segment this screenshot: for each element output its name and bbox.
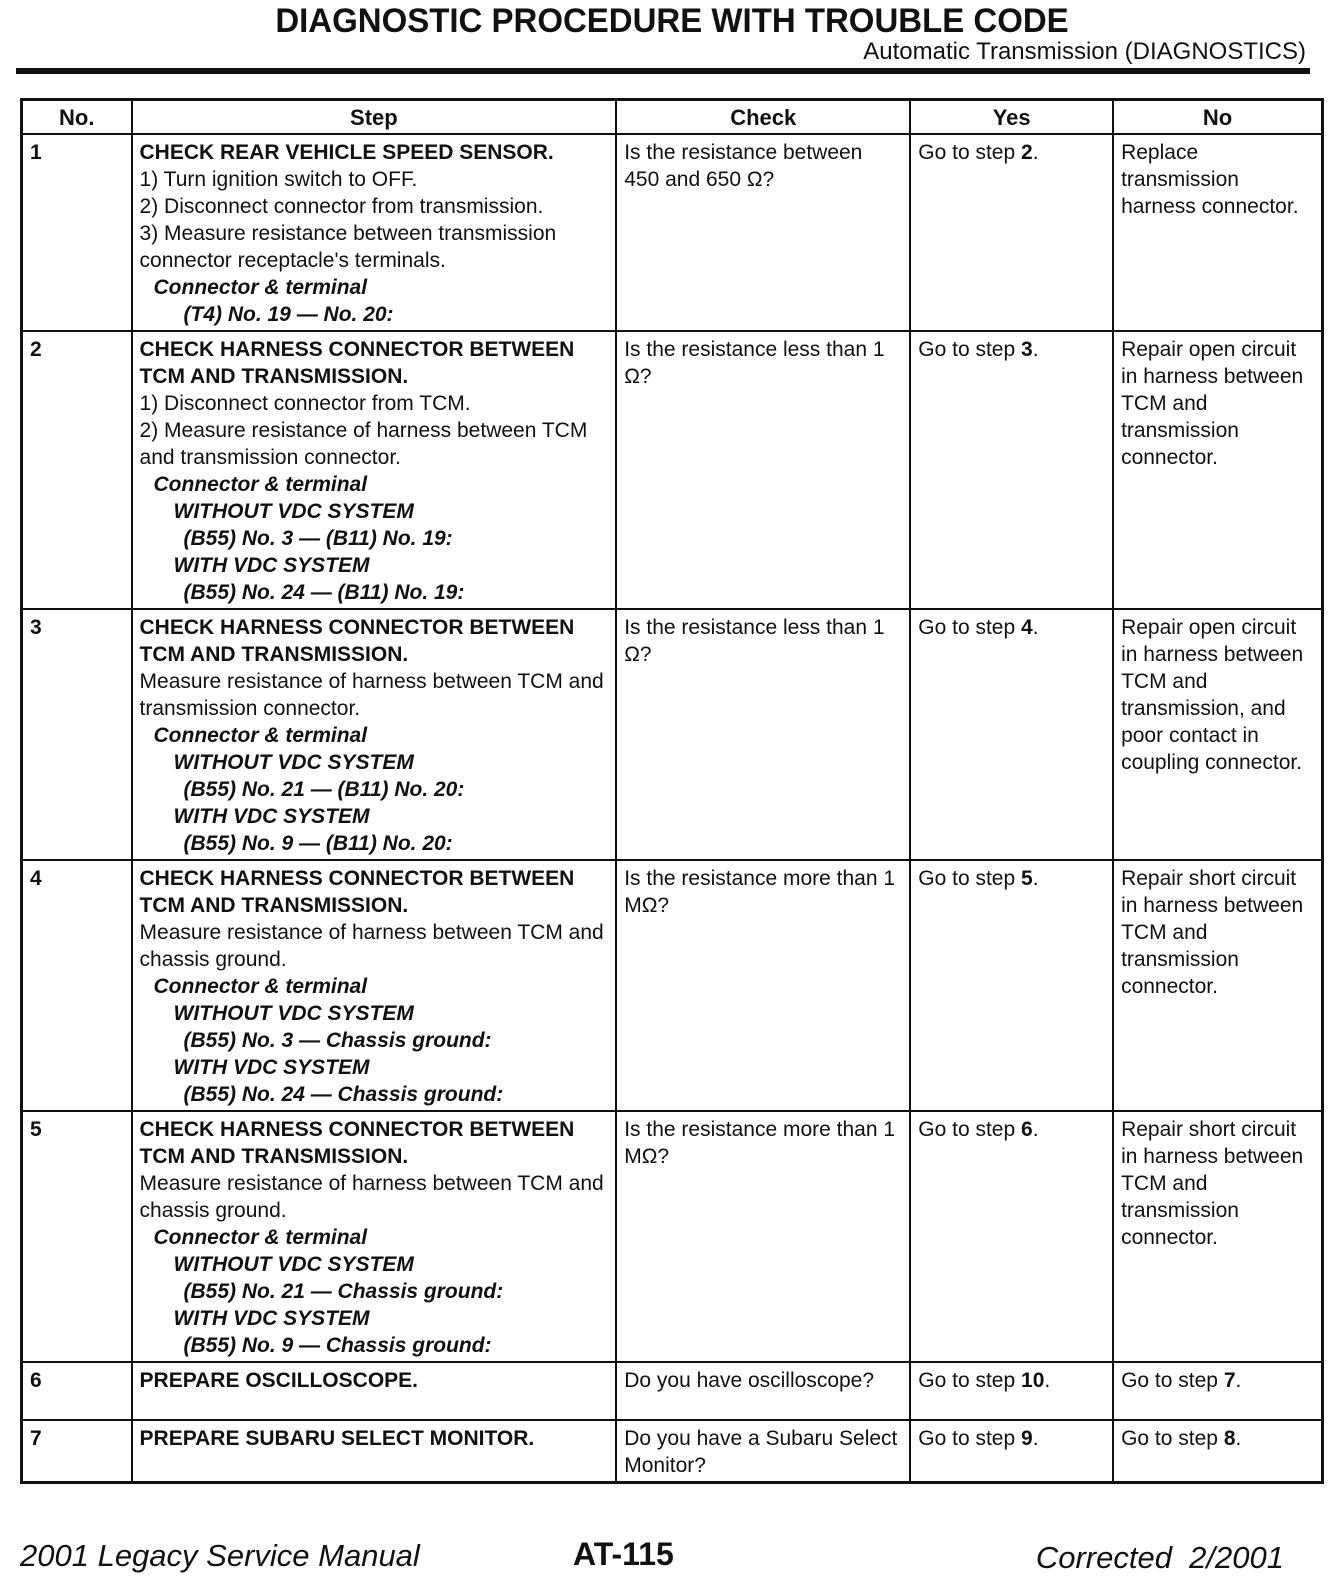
check-question: Is the resistance between 450 and 650 Ω? bbox=[624, 141, 863, 191]
connector-terminal-line: (B55) No. 3 — Chassis ground: bbox=[183, 1029, 492, 1052]
step-number-cell bbox=[22, 331, 132, 609]
connector-terminal-line: (T4) No. 19 — No. 20: bbox=[183, 303, 394, 326]
connector-terminal-line: (B55) No. 24 — (B11) No. 19: bbox=[183, 581, 465, 604]
check-question: Is the resistance more than 1 MΩ? bbox=[624, 1118, 896, 1168]
yes-suffix: . bbox=[1032, 616, 1039, 639]
yes-suffix: . bbox=[1032, 141, 1039, 164]
check-cell bbox=[616, 860, 910, 1111]
step-cell bbox=[132, 134, 617, 331]
page-title: DIAGNOSTIC PROCEDURE WITH TROUBLE CODE bbox=[275, 2, 1069, 40]
yes-suffix: . bbox=[1032, 1427, 1039, 1450]
no-action: Repair open circuit in harness between TCM and transmission connector. bbox=[1121, 338, 1304, 469]
step-number-cell bbox=[22, 609, 132, 860]
yes-prefix: Go to step bbox=[918, 1427, 1022, 1450]
yes-cell bbox=[910, 1111, 1113, 1362]
no-cell bbox=[1113, 609, 1322, 860]
no-cell bbox=[1113, 1420, 1322, 1483]
step-instruction: 3) Measure resistance between transmission connector receptacle's terminals. bbox=[139, 222, 557, 272]
step-instruction: 1) Turn ignition switch to OFF. bbox=[139, 168, 418, 191]
yes-cell bbox=[910, 860, 1113, 1111]
no-action: Repair open circuit in harness between TCM and transmission, and poor contact in coupling connector. bbox=[1121, 616, 1304, 774]
no-step-ref: 7 bbox=[1223, 1369, 1236, 1392]
column-header-no-answer: No bbox=[1113, 100, 1322, 135]
no-cell bbox=[1113, 860, 1322, 1111]
no-prefix: Go to step bbox=[1121, 1369, 1224, 1392]
connector-terminal-line: WITHOUT VDC SYSTEM bbox=[173, 751, 414, 774]
yes-cell bbox=[910, 609, 1113, 860]
no-cell bbox=[1113, 1111, 1322, 1362]
check-cell bbox=[616, 1420, 910, 1483]
check-question: Is the resistance less than 1 Ω? bbox=[624, 338, 885, 388]
no-action: Repair short circuit in harness between TCM and transmission connector. bbox=[1121, 1118, 1304, 1249]
column-header-step: Step bbox=[132, 100, 617, 135]
yes-suffix: . bbox=[1044, 1369, 1051, 1392]
no-cell bbox=[1113, 134, 1322, 331]
connector-terminal-line: (B55) No. 24 — Chassis ground: bbox=[183, 1083, 504, 1106]
step-title: CHECK HARNESS CONNECTOR BETWEEN TCM AND TRANSMISSION. bbox=[139, 338, 575, 388]
check-cell bbox=[616, 1111, 910, 1362]
yes-step-ref: 6 bbox=[1021, 1118, 1033, 1141]
step-cell bbox=[132, 1420, 617, 1483]
footer-corrected-date: Corrected 2/2001 bbox=[1035, 1540, 1284, 1575]
no-step-ref: 8 bbox=[1223, 1427, 1236, 1450]
step-cell bbox=[132, 1362, 617, 1420]
table-row bbox=[22, 331, 1323, 609]
no-suffix: . bbox=[1235, 1369, 1242, 1392]
footer-page-number: AT-115 bbox=[573, 1536, 674, 1572]
no-suffix: . bbox=[1235, 1427, 1242, 1450]
connector-heading: Connector & terminal bbox=[153, 473, 368, 496]
diagnostic-table bbox=[20, 98, 1324, 1484]
step-number-cell bbox=[22, 1111, 132, 1362]
yes-cell bbox=[910, 1420, 1113, 1483]
step-number: 2 bbox=[30, 338, 42, 361]
footer-manual-name: 2001 Legacy Service Manual bbox=[20, 1538, 420, 1573]
no-prefix: Go to step bbox=[1121, 1427, 1224, 1450]
step-number: 4 bbox=[30, 867, 42, 890]
table-body bbox=[22, 134, 1323, 1483]
step-number: 1 bbox=[30, 141, 42, 164]
connector-terminal-line: WITHOUT VDC SYSTEM bbox=[173, 1253, 414, 1276]
yes-step-ref: 10 bbox=[1021, 1369, 1045, 1392]
step-instruction: Measure resistance of harness between TCM and transmission connector. bbox=[139, 670, 604, 720]
yes-prefix: Go to step bbox=[918, 1118, 1022, 1141]
check-cell bbox=[616, 609, 910, 860]
step-cell bbox=[132, 1111, 617, 1362]
table-row bbox=[22, 609, 1323, 860]
step-number: 6 bbox=[30, 1369, 42, 1392]
yes-step-ref: 5 bbox=[1021, 867, 1033, 890]
connector-terminal-line: (B55) No. 21 — Chassis ground: bbox=[183, 1280, 504, 1303]
yes-prefix: Go to step bbox=[918, 141, 1022, 164]
yes-prefix: Go to step bbox=[918, 1369, 1022, 1392]
check-question: Is the resistance more than 1 MΩ? bbox=[624, 867, 896, 917]
step-cell bbox=[132, 860, 617, 1111]
column-header-check: Check bbox=[616, 100, 910, 135]
table-row bbox=[22, 1111, 1323, 1362]
yes-prefix: Go to step bbox=[918, 867, 1022, 890]
step-cell bbox=[132, 331, 617, 609]
connector-terminal-line: WITH VDC SYSTEM bbox=[173, 554, 370, 577]
connector-terminal-line: (B55) No. 9 — Chassis ground: bbox=[183, 1334, 492, 1357]
step-instruction: 2) Disconnect connector from transmission. bbox=[139, 195, 544, 218]
yes-step-ref: 9 bbox=[1021, 1427, 1033, 1450]
step-instruction: Measure resistance of harness between TCM and chassis ground. bbox=[139, 921, 604, 971]
yes-step-ref: 4 bbox=[1021, 616, 1033, 639]
step-number: 7 bbox=[30, 1427, 42, 1450]
step-cell bbox=[132, 609, 617, 860]
step-title: CHECK HARNESS CONNECTOR BETWEEN TCM AND TRANSMISSION. bbox=[139, 867, 575, 917]
connector-terminal-line: (B55) No. 9 — (B11) No. 20: bbox=[183, 832, 453, 855]
step-instruction: Measure resistance of harness between TCM and chassis ground. bbox=[139, 1172, 604, 1222]
table-row bbox=[22, 134, 1323, 331]
step-number-cell bbox=[22, 860, 132, 1111]
table-row bbox=[22, 1362, 1323, 1420]
step-number: 3 bbox=[30, 616, 42, 639]
table-header-row bbox=[22, 100, 1323, 135]
connector-terminal-line: WITH VDC SYSTEM bbox=[173, 1307, 370, 1330]
yes-prefix: Go to step bbox=[918, 616, 1022, 639]
table-row bbox=[22, 860, 1323, 1111]
yes-step-ref: 3 bbox=[1021, 338, 1033, 361]
connector-terminal-line: WITH VDC SYSTEM bbox=[173, 805, 370, 828]
step-instruction: 1) Disconnect connector from TCM. bbox=[139, 392, 471, 415]
step-title: CHECK REAR VEHICLE SPEED SENSOR. bbox=[139, 141, 554, 164]
page-subtitle: Automatic Transmission (DIAGNOSTICS) bbox=[863, 38, 1306, 65]
connector-terminal-line: (B55) No. 21 — (B11) No. 20: bbox=[183, 778, 465, 801]
yes-cell bbox=[910, 134, 1113, 331]
no-action: Repair short circuit in harness between TCM and transmission connector. bbox=[1121, 867, 1304, 998]
check-cell bbox=[616, 331, 910, 609]
connector-heading: Connector & terminal bbox=[153, 276, 368, 299]
step-title: CHECK HARNESS CONNECTOR BETWEEN TCM AND TRANSMISSION. bbox=[139, 616, 575, 666]
step-instruction: 2) Measure resistance of harness between TCM and transmission connector. bbox=[139, 419, 588, 469]
column-header-yes: Yes bbox=[910, 100, 1113, 135]
check-question: Do you have a Subaru Select Monitor? bbox=[624, 1427, 898, 1477]
yes-prefix: Go to step bbox=[918, 338, 1022, 361]
step-title: CHECK HARNESS CONNECTOR BETWEEN TCM AND TRANSMISSION. bbox=[139, 1118, 575, 1168]
connector-heading: Connector & terminal bbox=[153, 724, 368, 747]
check-cell bbox=[616, 134, 910, 331]
check-question: Do you have oscilloscope? bbox=[624, 1369, 875, 1392]
no-action: Replace transmission harness connector. bbox=[1121, 141, 1299, 218]
connector-terminal-line: (B55) No. 3 — (B11) No. 19: bbox=[183, 527, 453, 550]
connector-heading: Connector & terminal bbox=[153, 1226, 368, 1249]
step-number-cell bbox=[22, 1362, 132, 1420]
step-number-cell bbox=[22, 134, 132, 331]
yes-suffix: . bbox=[1032, 338, 1039, 361]
header-rule bbox=[16, 68, 1310, 74]
yes-cell bbox=[910, 1362, 1113, 1420]
connector-terminal-line: WITH VDC SYSTEM bbox=[173, 1056, 370, 1079]
yes-cell bbox=[910, 331, 1113, 609]
check-cell bbox=[616, 1362, 910, 1420]
column-header-no: No. bbox=[22, 100, 132, 135]
no-cell bbox=[1113, 1362, 1322, 1420]
connector-terminal-line: WITHOUT VDC SYSTEM bbox=[173, 1002, 414, 1025]
yes-suffix: . bbox=[1032, 867, 1039, 890]
step-title: PREPARE OSCILLOSCOPE. bbox=[139, 1369, 419, 1392]
yes-suffix: . bbox=[1032, 1118, 1039, 1141]
no-cell bbox=[1113, 331, 1322, 609]
connector-heading: Connector & terminal bbox=[153, 975, 368, 998]
check-question: Is the resistance less than 1 Ω? bbox=[624, 616, 885, 666]
yes-step-ref: 2 bbox=[1021, 141, 1033, 164]
step-title: PREPARE SUBARU SELECT MONITOR. bbox=[139, 1427, 535, 1450]
step-number-cell bbox=[22, 1420, 132, 1483]
connector-terminal-line: WITHOUT VDC SYSTEM bbox=[173, 500, 414, 523]
step-number: 5 bbox=[30, 1118, 42, 1141]
table-row bbox=[22, 1420, 1323, 1483]
